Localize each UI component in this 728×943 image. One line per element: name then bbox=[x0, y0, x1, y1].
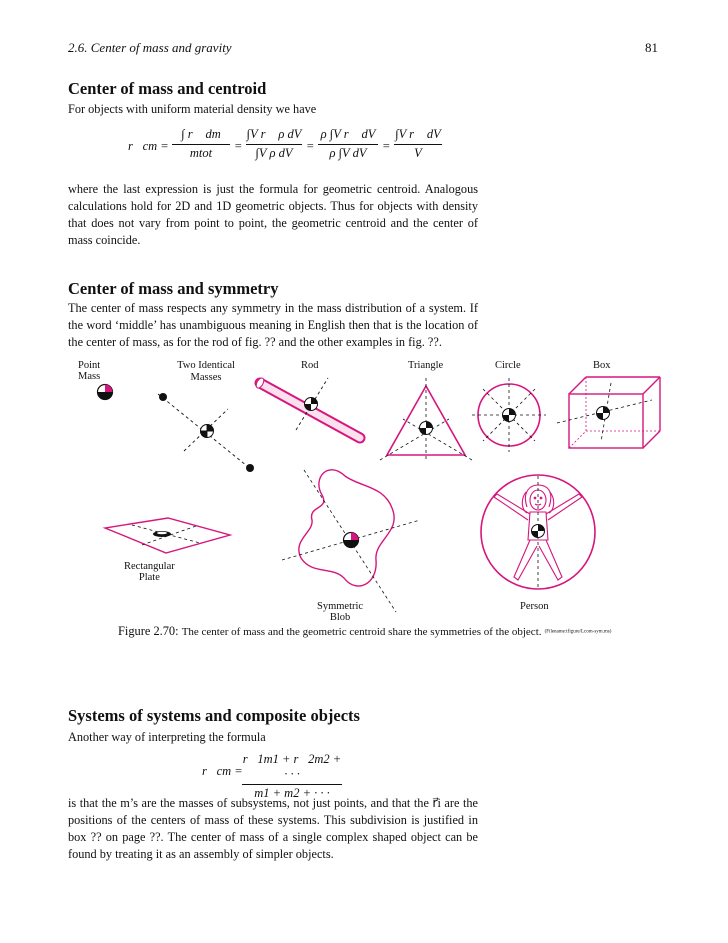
label-box: Box bbox=[593, 360, 611, 371]
label-circle: Circle bbox=[495, 360, 521, 371]
label-person: Person bbox=[520, 601, 549, 612]
two-masses-drawing bbox=[158, 393, 254, 472]
eq2-fraction: r⃗1m1 + r⃗2m2 + · · · m1 + m2 + · · · bbox=[242, 752, 342, 800]
eq-term-4: ∫V r⃗ dV V bbox=[395, 127, 441, 160]
equation-centroid: r⃗cm = ∫ r⃗ dm mtot = ∫V r⃗ ρ dV ∫V ρ dV = ρ ∫V r⃗ dV ρ ∫V dV = ∫V r⃗ dV V bbox=[128, 127, 441, 160]
label-two-masses: Two Identical Masses bbox=[177, 360, 235, 383]
eq-lhs: r⃗cm = bbox=[128, 139, 169, 153]
eq-term-3: ρ ∫V r⃗ dV ρ ∫V dV bbox=[318, 127, 378, 161]
eq-term-1: ∫ r⃗ dm mtot bbox=[172, 127, 230, 161]
paragraph-symmetry: The center of mass respects any symmetry in the mass distribution of a system. If the word ‘middle’ has unambiguous meaning in English then that is the location of the center of mass, as for the rod of fig. ?? and the other examples in fig. ??. bbox=[68, 301, 478, 349]
paragraph-centroid: where the last expression is just the formula for geometric centroid. Analogous calculations hold for 2D and 1D geometric objects. Thus for objects with density that does not vary from point to point, the geometric centroid and the center of mass coincide. bbox=[68, 182, 478, 247]
label-rod: Rod bbox=[301, 360, 319, 371]
section-title-symmetry: Center of mass and symmetry bbox=[68, 279, 279, 298]
point-mass-drawing bbox=[98, 385, 113, 400]
section-intro-centroid: For objects with uniform material density we have bbox=[68, 102, 317, 116]
section-title-centroid: Center of mass and centroid bbox=[68, 79, 267, 98]
label-plate: Rectangular Plate bbox=[124, 561, 175, 583]
page-number: 81 bbox=[645, 40, 658, 55]
paragraph-systems: is that the m’s are the masses of subsystems, not just points, and that the r⃗i are the positions of the centers of mass of these systems. This subdivision is justified in box ?? on page ??. The center of mass of a single complex shaped object can be found by treating it as an assembly of simpler objects. bbox=[68, 796, 478, 861]
equation-composite bbox=[202, 752, 362, 800]
plate-drawing bbox=[105, 518, 230, 553]
label-blob: Symmetric Blob bbox=[317, 601, 364, 623]
header-section: 2.6. Center of mass and gravity bbox=[68, 40, 232, 55]
person-drawing bbox=[481, 475, 595, 590]
eq2-lhs: r⃗cm = bbox=[202, 764, 243, 778]
caption-text: The center of mass and the geometric centroid share the symmetries of the object. bbox=[181, 626, 542, 638]
figure-caption bbox=[118, 624, 678, 639]
section-title-systems: Systems of systems and composite objects bbox=[68, 706, 360, 725]
box-drawing bbox=[557, 377, 660, 448]
caption-filename: (Filename:tfigure/Lcom-sym.ms) bbox=[544, 629, 612, 635]
label-point-mass: Point Mass bbox=[78, 360, 101, 382]
caption-label: Figure 2.70: bbox=[118, 624, 179, 638]
label-triangle: Triangle bbox=[408, 360, 444, 371]
rod-drawing bbox=[255, 377, 360, 438]
section-intro-systems: Another way of interpreting the formula bbox=[68, 730, 266, 744]
circle-drawing bbox=[472, 378, 546, 452]
eq-term-2: ∫V r⃗ ρ dV ∫V ρ dV bbox=[246, 127, 302, 160]
blob-drawing bbox=[282, 470, 420, 612]
triangle-drawing bbox=[380, 378, 472, 462]
